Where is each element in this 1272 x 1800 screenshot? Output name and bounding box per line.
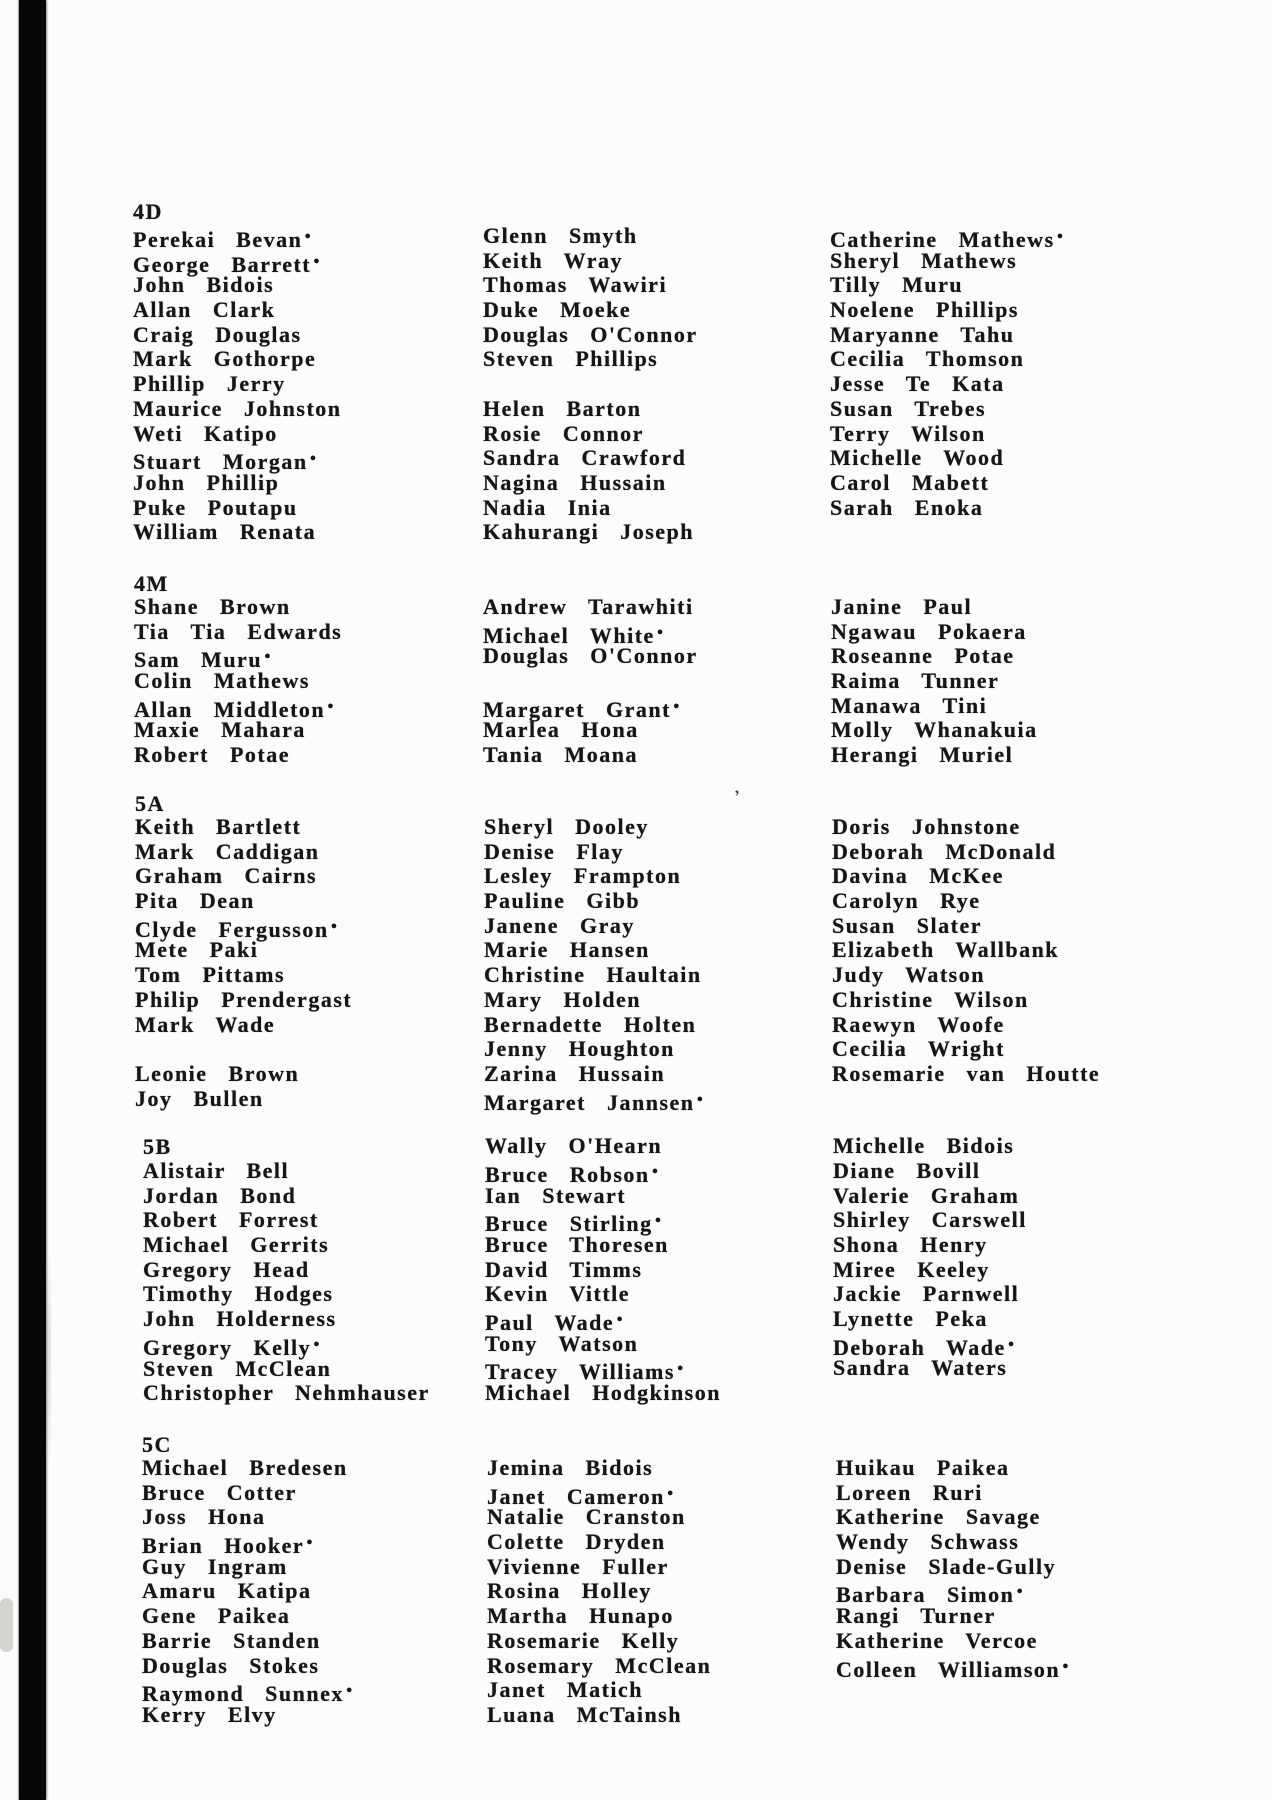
student-name: Raymond Sunnex ●	[142, 1678, 353, 1703]
student-name: Michelle Wood	[830, 445, 1005, 471]
section-5C-column-2-group-1	[487, 1456, 711, 1728]
student-name: Gregory Head	[143, 1256, 310, 1282]
section-5A-column-3-group-1	[832, 815, 1100, 1087]
student-name: Janene Gray	[484, 912, 635, 938]
asterisk-mark: ●	[656, 625, 664, 638]
student-name: Natalie Cranston	[487, 1504, 686, 1530]
student-name: Loreen Ruri	[836, 1479, 983, 1505]
student-name: Bernadette Holten	[484, 1011, 697, 1037]
student-name: Lesley Frampton	[484, 863, 682, 889]
student-name: Sheryl Dooley	[484, 814, 649, 839]
section-header-4M: 4M	[134, 571, 169, 596]
student-name: Christine Haultain	[484, 962, 702, 988]
student-name: Denise Slade-Gully	[836, 1553, 1057, 1579]
section-4M-column-3-group-1	[831, 595, 1038, 768]
student-name: Colette Dryden	[487, 1529, 666, 1555]
student-name: Shirley Carswell	[833, 1207, 1027, 1233]
student-name: Vivienne Fuller	[487, 1553, 669, 1579]
student-name: Maryanne Tahu	[830, 321, 1015, 347]
student-name: Bruce Robson ●	[485, 1159, 721, 1184]
student-name: Tony Watson	[485, 1330, 639, 1356]
student-name: Helen Barton	[483, 395, 642, 421]
student-name: Douglas O'Connor	[483, 643, 698, 669]
scan-artifact-speck: ,	[731, 777, 741, 798]
student-name: Manawa Tini	[831, 692, 988, 718]
student-name: Margaret Grant ●	[483, 694, 680, 719]
student-name: Sandra Crawford	[483, 445, 687, 471]
student-name: Elizabeth Wallbank	[832, 937, 1060, 963]
student-name: Allan Middleton ●	[134, 694, 342, 719]
student-name: Terry Wilson	[830, 420, 986, 446]
student-name: Maxie Mahara	[134, 717, 306, 743]
section-5A-column-1-group-1	[135, 815, 352, 1037]
student-name: Deborah Wade ●	[833, 1332, 1027, 1357]
student-name: Paul Wade ●	[485, 1307, 721, 1332]
student-name: Lynette Peka	[833, 1306, 988, 1332]
student-name: Katherine Vercoe	[836, 1627, 1038, 1653]
asterisk-mark: ●	[309, 452, 317, 465]
student-name: Mark Gothorpe	[133, 346, 317, 372]
section-4D-column-3-group-1	[830, 224, 1063, 520]
student-name: Tania Moana	[483, 742, 639, 768]
asterisk-mark: ●	[1016, 1585, 1024, 1598]
section-5C-column-1-group-1	[142, 1456, 353, 1728]
student-name: Davina McKee	[832, 863, 1004, 889]
student-name: Gregory Kelly ●	[143, 1332, 430, 1357]
section-4M-column-1-group-1	[134, 595, 342, 768]
asterisk-mark: ●	[676, 1362, 684, 1375]
asterisk-mark: ●	[264, 650, 271, 663]
section-header-5C: 5C	[142, 1432, 172, 1457]
student-name: Noelene Phillips	[830, 297, 1019, 323]
section-header-4D: 4D	[133, 199, 163, 224]
student-name: George Barrett ●	[133, 249, 342, 274]
student-name: Keith Wray	[483, 247, 624, 273]
student-name: Sam Muru ●	[134, 644, 342, 669]
student-name: Janet Cameron ●	[487, 1481, 711, 1506]
student-name: Colin Mathews	[134, 668, 310, 694]
student-name: Robert Potae	[134, 742, 291, 768]
student-name: Douglas Stokes	[142, 1652, 320, 1678]
student-name: Barrie Standen	[142, 1627, 321, 1653]
scan-artifact-notch	[0, 1598, 13, 1652]
student-name: Catherine Mathews ●	[830, 224, 1063, 249]
student-name: Mary Holden	[484, 986, 641, 1012]
student-name: Puke Poutapu	[133, 494, 298, 520]
student-name: Mark Caddigan	[135, 838, 320, 864]
asterisk-mark: ●	[651, 1164, 659, 1177]
student-name: David Timms	[485, 1256, 643, 1282]
student-name: Cecilia Thomson	[830, 346, 1025, 372]
student-name: Ngawau Pokaera	[831, 618, 1027, 644]
student-name: Guy Ingram	[142, 1553, 288, 1579]
asterisk-mark: ●	[1062, 1659, 1069, 1672]
student-name: Pita Dean	[135, 888, 255, 914]
student-name: Steven Phillips	[483, 346, 659, 372]
asterisk-mark: ●	[345, 1684, 353, 1697]
student-name: Ian Stewart	[485, 1182, 627, 1208]
student-name: Wendy Schwass	[836, 1529, 1020, 1555]
section-5B-column-3-group-1	[833, 1134, 1027, 1381]
student-name: John Holderness	[143, 1306, 337, 1332]
section-4M-column-2-group-2	[483, 694, 680, 768]
student-name: Bruce Thoresen	[485, 1232, 669, 1258]
student-name: Nadia Inia	[483, 494, 612, 520]
student-name: Perekai Bevan ●	[133, 224, 342, 249]
student-name: Graham Cairns	[135, 863, 317, 889]
student-name: Sandra Waters	[833, 1355, 1008, 1381]
student-name: Valerie Graham	[833, 1182, 1020, 1208]
section-4D-column-2-group-1	[483, 224, 698, 372]
student-name: Marlea Hona	[483, 717, 639, 743]
student-name: Duke Moeke	[483, 297, 632, 323]
student-name: Gene Paikea	[142, 1603, 291, 1629]
student-name: Brian Hooker ●	[142, 1530, 353, 1555]
student-name: Clyde Fergusson ●	[135, 914, 352, 939]
student-name: Rangi Turner	[836, 1603, 996, 1629]
student-name: Luana McTainsh	[487, 1701, 682, 1727]
section-5B-column-1-group-1	[143, 1159, 430, 1406]
student-name: William Renata	[133, 519, 317, 545]
student-name: Raewyn Woofe	[832, 1011, 1005, 1037]
student-name: Janine Paul	[831, 594, 973, 619]
student-name: Sheryl Mathews	[830, 247, 1018, 273]
student-name: Michael Hodgkinson	[485, 1380, 721, 1406]
student-name: Shane Brown	[134, 594, 291, 619]
student-name: Tilly Muru	[830, 272, 964, 298]
asterisk-mark: ●	[327, 699, 334, 712]
student-name: Tia Tia Edwards	[134, 618, 343, 644]
student-name: Glenn Smyth	[483, 223, 638, 248]
student-name: Jordan Bond	[143, 1182, 297, 1208]
student-name: Michael White ●	[483, 620, 698, 645]
student-name: Sarah Enoka	[830, 494, 984, 520]
asterisk-mark: ●	[666, 1486, 674, 1499]
student-name: Cecilia Wright	[832, 1036, 1005, 1062]
student-name: Zarina Hussain	[484, 1060, 666, 1086]
student-name: Molly Whanakuia	[831, 717, 1038, 743]
student-name: Tracey Williams ●	[485, 1356, 721, 1381]
student-name: Mark Wade	[135, 1011, 276, 1037]
student-name: Steven McClean	[143, 1355, 332, 1381]
section-header-5B: 5B	[143, 1134, 172, 1159]
student-name: Christine Wilson	[832, 986, 1029, 1012]
student-name: Joy Bullen	[135, 1085, 264, 1111]
student-name: Barbara Simon ●	[836, 1579, 1069, 1604]
asterisk-mark: ●	[330, 919, 338, 932]
student-name: Katherine Savage	[836, 1504, 1041, 1530]
student-name: Keith Bartlett	[135, 814, 302, 839]
student-name: Michael Bredesen	[142, 1455, 348, 1480]
student-name: Margaret Jannsen ●	[484, 1087, 703, 1112]
student-name: Carolyn Rye	[832, 888, 981, 914]
student-name: Rosina Holley	[487, 1578, 652, 1604]
student-name: Diane Bovill	[833, 1157, 981, 1183]
asterisk-mark: ●	[696, 1092, 704, 1105]
student-name: Bruce Stirling ●	[485, 1208, 721, 1233]
asterisk-mark: ●	[1056, 230, 1064, 242]
binding-gutter-bar	[19, 0, 46, 1800]
asterisk-mark: ●	[313, 254, 320, 267]
asterisk-mark: ●	[672, 699, 680, 712]
student-name: Andrew Tarawhiti	[483, 594, 694, 619]
section-4D-column-2-group-2	[483, 397, 694, 545]
student-name: Stuart Morgan ●	[133, 446, 342, 471]
student-name: Raima Tunner	[831, 668, 1000, 694]
student-name: Colleen Williamson ●	[836, 1654, 1069, 1679]
student-name: Judy Watson	[832, 962, 985, 988]
student-name: Joss Hona	[142, 1504, 266, 1530]
student-name: Huikau Paikea	[836, 1455, 1010, 1480]
student-name: Carol Mabett	[830, 469, 990, 495]
student-name: Nagina Hussain	[483, 469, 667, 495]
section-4D-column-1-group-1	[133, 224, 342, 545]
student-name: Timothy Hodges	[143, 1281, 334, 1307]
scan-artifact-smudge	[46, 1250, 51, 1470]
student-name: Susan Slater	[832, 912, 982, 938]
student-name: Susan Trebes	[830, 395, 987, 421]
student-name: Mete Paki	[135, 937, 259, 963]
student-name: Michael Gerrits	[143, 1232, 330, 1258]
student-name: Maurice Johnston	[133, 395, 342, 421]
student-name: Allan Clark	[133, 297, 276, 323]
student-name: John Bidois	[133, 272, 275, 298]
student-name: John Phillip	[133, 469, 280, 495]
student-name: Jemina Bidois	[487, 1455, 654, 1480]
student-name: Jackie Parnwell	[833, 1281, 1020, 1307]
student-name: Miree Keeley	[833, 1256, 990, 1282]
section-5A-column-2-group-1	[484, 814, 704, 1115]
student-name: Rosemary McClean	[487, 1652, 712, 1678]
section-header-5A: 5A	[135, 791, 165, 816]
student-name: Leonie Brown	[135, 1061, 300, 1086]
section-4M-column-2-group-1	[483, 595, 698, 669]
student-name: Rosemarie van Houtte	[832, 1060, 1101, 1086]
student-name: Weti Katipo	[133, 420, 278, 446]
student-name: Christopher Nehmhauser	[143, 1380, 430, 1406]
asterisk-mark: ●	[313, 1337, 320, 1350]
section-5B-column-2-group-1	[485, 1134, 721, 1406]
student-name: Kevin Vittle	[485, 1281, 631, 1307]
student-name: Rosemarie Kelly	[487, 1627, 680, 1653]
asterisk-mark: ●	[306, 1536, 313, 1549]
asterisk-mark: ●	[616, 1313, 623, 1326]
asterisk-mark: ●	[304, 230, 312, 242]
student-name: Amaru Katipa	[142, 1578, 312, 1604]
student-name: Jesse Te Kata	[830, 371, 1005, 397]
student-name: Thomas Wawiri	[483, 272, 668, 298]
student-name: Pauline Gibb	[484, 888, 641, 914]
asterisk-mark: ●	[1007, 1337, 1015, 1350]
student-name: Robert Forrest	[143, 1207, 319, 1233]
asterisk-mark: ●	[654, 1214, 662, 1227]
student-name: Martha Hunapo	[487, 1603, 674, 1629]
student-name: Wally O'Hearn	[485, 1133, 663, 1159]
student-name: Doris Johnstone	[832, 814, 1021, 839]
student-name: Shona Henry	[833, 1232, 988, 1258]
student-name: Herangi Muriel	[831, 742, 1014, 768]
student-name: Phillip Jerry	[133, 371, 286, 397]
student-name: Deborah McDonald	[832, 838, 1057, 864]
student-name: Bruce Cotter	[142, 1479, 297, 1505]
student-name: Denise Flay	[484, 838, 624, 864]
section-5A-column-1-group-2	[135, 1062, 299, 1111]
student-name: Rosie Connor	[483, 420, 644, 446]
student-name: Michelle Bidois	[833, 1133, 1015, 1159]
student-name: Alistair Bell	[143, 1158, 290, 1183]
student-name: Jenny Houghton	[484, 1036, 675, 1062]
student-name: Craig Douglas	[133, 321, 302, 347]
student-name: Philip Prendergast	[135, 986, 353, 1012]
student-name: Douglas O'Connor	[483, 321, 698, 347]
student-name: Janet Matich	[487, 1677, 644, 1703]
student-name: Kerry Elvy	[142, 1701, 277, 1727]
student-name: Marie Hansen	[484, 937, 650, 963]
student-name: Kahurangi Joseph	[483, 519, 694, 545]
section-5C-column-3-group-1	[836, 1455, 1069, 1682]
student-name: Tom Pittams	[135, 962, 286, 988]
student-name: Roseanne Potae	[831, 643, 1015, 669]
